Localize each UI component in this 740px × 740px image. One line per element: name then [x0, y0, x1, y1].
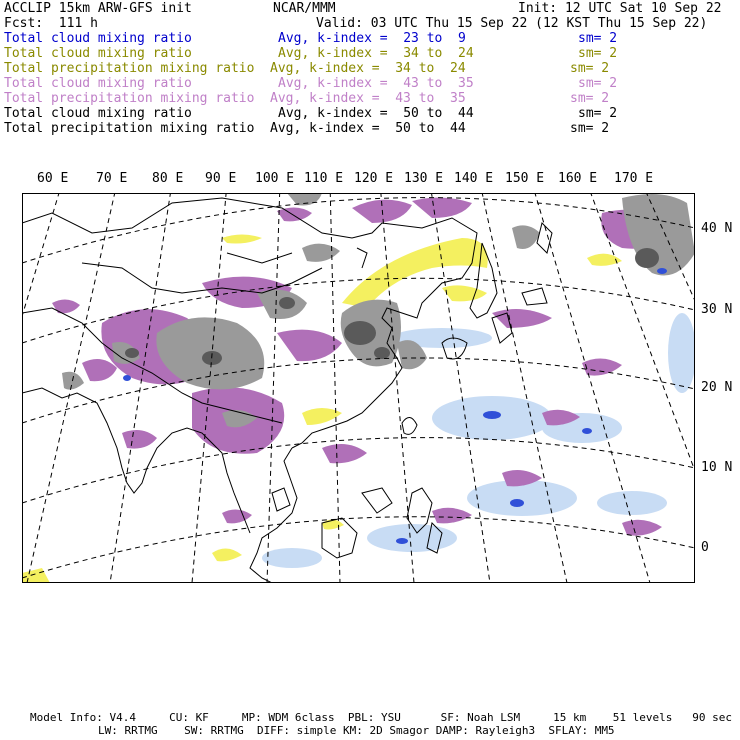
field-sm: sm= 2	[578, 46, 618, 61]
lat-label: 0	[701, 540, 709, 555]
field-name: Total cloud mixing ratio	[4, 31, 192, 46]
field-sm: sm= 2	[578, 76, 618, 91]
lon-label: 80 E	[152, 171, 184, 186]
lat-label: 10 N	[701, 460, 733, 475]
lat-label: 20 N	[701, 380, 733, 395]
field-avg: Avg, k-index = 43 to 35	[270, 91, 466, 106]
lon-label: 100 E	[255, 171, 295, 186]
field-sm: sm= 2	[570, 91, 610, 106]
field-name: Total cloud mixing ratio	[4, 106, 192, 121]
field-avg: Avg, k-index = 50 to 44	[270, 121, 466, 136]
init-time: Init: 12 UTC Sat 10 Sep 22	[518, 1, 722, 16]
field-name: Total cloud mixing ratio	[4, 46, 192, 61]
field-sm: sm= 2	[578, 31, 618, 46]
lon-label: 140 E	[454, 171, 494, 186]
field-avg: Avg, k-index = 34 to 24	[278, 46, 474, 61]
lon-label: 170 E	[614, 171, 654, 186]
lon-label: 150 E	[505, 171, 545, 186]
model-info-line-1: Model Info: V4.4 CU: KF MP: WDM 6class PBL: YSU SF: Noah LSM 15 km 51 levels 90 sec	[30, 711, 732, 724]
model-info-line-2: LW: RRTMG SW: RRTMG DIFF: simple KM: 2D Smagor DAMP: Rayleigh3 SFLAY: MM5	[98, 724, 615, 737]
lon-label: 120 E	[354, 171, 394, 186]
lon-label: 130 E	[404, 171, 444, 186]
field-name: Total cloud mixing ratio	[4, 76, 192, 91]
lat-label: 30 N	[701, 302, 733, 317]
forecast-hour: Fcst: 111 h	[4, 16, 98, 31]
lon-label: 160 E	[558, 171, 598, 186]
field-avg: Avg, k-index = 23 to 9	[278, 31, 466, 46]
model-title: ACCLIP 15km ARW-GFS init	[4, 1, 192, 16]
field-name: Total precipitation mixing ratio	[4, 61, 255, 76]
field-avg: Avg, k-index = 43 to 35	[278, 76, 474, 91]
field-name: Total precipitation mixing ratio	[4, 91, 255, 106]
valid-time: Valid: 03 UTC Thu 15 Sep 22 (12 KST Thu 15 Sep 22)	[316, 16, 708, 31]
organization-label: NCAR/MMM	[273, 1, 336, 16]
field-name: Total precipitation mixing ratio	[4, 121, 255, 136]
lon-label: 70 E	[96, 171, 128, 186]
field-avg: Avg, k-index = 50 to 44	[278, 106, 474, 121]
lat-label: 40 N	[701, 221, 733, 236]
field-avg: Avg, k-index = 34 to 24	[270, 61, 466, 76]
lon-label: 60 E	[37, 171, 69, 186]
field-sm: sm= 2	[578, 106, 618, 121]
weather-map	[22, 193, 695, 583]
lon-label: 110 E	[304, 171, 344, 186]
field-sm: sm= 2	[570, 121, 610, 136]
field-sm: sm= 2	[570, 61, 610, 76]
lon-label: 90 E	[205, 171, 237, 186]
